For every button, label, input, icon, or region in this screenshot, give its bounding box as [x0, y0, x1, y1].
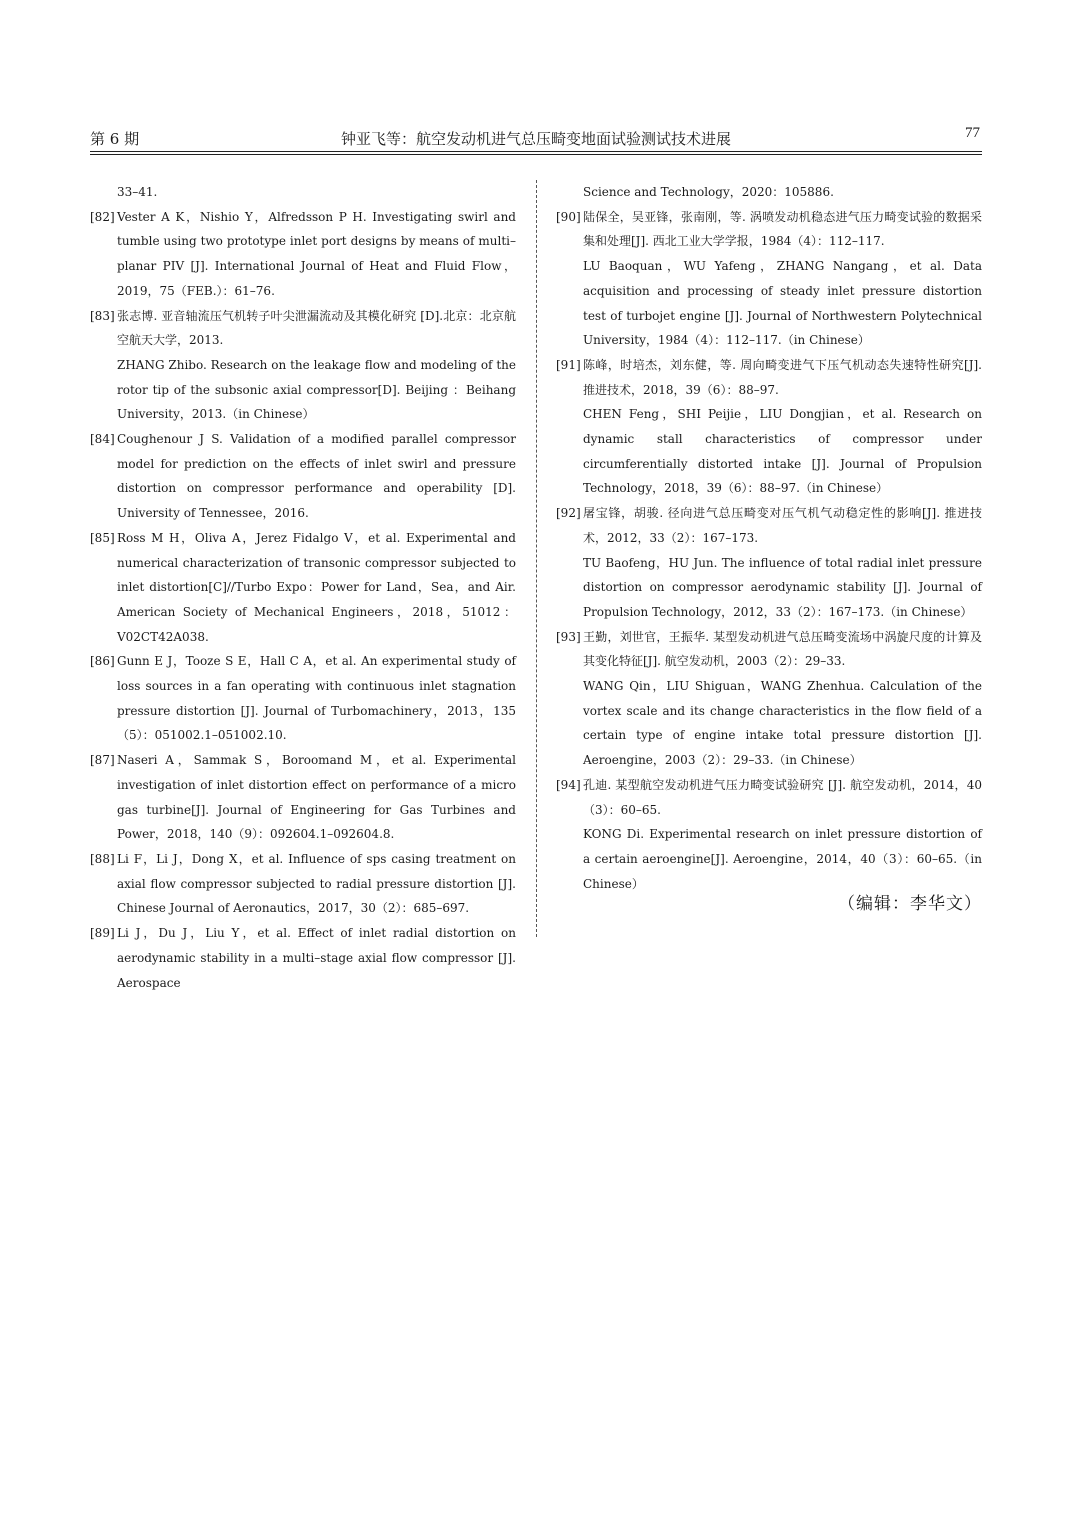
- reference-number: [82]: [90, 209, 115, 224]
- reference-text: Naseri A，Sammak S，Boroomand M，et al. Experimental investigation of inlet distortion effect on performance of a micro gas turbine[J]. Journal of Engineering for Gas Turbines and Power，2018，140（9）：092604.1–092604.8.: [117, 753, 516, 842]
- reference-number: [85]: [90, 530, 115, 545]
- reference-text: 屠宝锋，胡骏. 径向进气总压畸变对压气机气动稳定性的影响[J]. 推进技术，2012，33（2）：167–173.: [583, 506, 982, 545]
- left-column: [90, 180, 516, 995]
- reference-translation: LU Baoquan，WU Yafeng，ZHANG Nangang，et al. Data acquisition and processing of steady inlet pressure distortion test of turbojet engine [J]. Journal of Northwestern Polytechnical University，1984（4）：112–117.（in Chinese）: [583, 259, 982, 348]
- right-column: [556, 180, 982, 896]
- reference-item: [90, 526, 516, 650]
- reference-text: Li F，Li J，Dong X，et al. Influence of sps casing treatment on axial flow compressor subjected to radial pressure distortion [J]. Chinese Journal of Aeronautics，2017，30（2）：685–697.: [117, 851, 516, 916]
- reference-item: [556, 353, 982, 501]
- reference-item: [90, 649, 516, 748]
- reference-text: Vester A K，Nishio Y，Alfredsson P H. Investigating swirl and tumble using two prototype inlet port designs by means of multi–planar PIV [J]. International Journal of Heat and Fluid Flow，2019，75（FEB.）：61–76.: [117, 209, 516, 298]
- reference-item: [556, 501, 982, 625]
- reference-number: [87]: [90, 753, 115, 768]
- reference-item: [556, 773, 982, 897]
- reference-number: [92]: [556, 506, 581, 521]
- column-divider: [536, 180, 537, 937]
- continued-reference: 33–41.: [117, 185, 158, 199]
- editor-credit: （编辑：李华文）: [838, 894, 982, 914]
- reference-item: [90, 427, 516, 526]
- reference-text: 张志博. 亚音轴流压气机转子叶尖泄漏流动及其模化研究 [D].北京：北京航空航天大学，2013.: [117, 308, 516, 348]
- reference-item: [556, 205, 982, 353]
- reference-number: [89]: [90, 926, 115, 941]
- reference-translation: TU Baofeng，HU Jun. The influence of total radial inlet pressure distortion on compressor aerodynamic stability [J]. Journal of Propulsion Technology，2012，33（2）：167–173.（in Chinese）: [583, 555, 982, 619]
- header-rule-thin: [90, 154, 982, 155]
- reference-text: 孔迪. 某型航空发动机进气压力畸变试验研究 [J]. 航空发动机，2014，40（3）：60–65.: [583, 777, 982, 817]
- continued-reference: Science and Technology，2020：105886.: [583, 185, 834, 199]
- reference-text: 陆保全，吴亚锋，张南刚，等. 涡喷发动机稳态进气压力畸变试验的数据采集和处理[J]. 西北工业大学学报，1984（4）：112–117.: [583, 209, 982, 249]
- header-rule-thick: [90, 151, 982, 152]
- reference-translation: ZHANG Zhibo. Research on the leakage flow and modeling of the rotor tip of the subsonic axial compressor[D]. Beijing ：Beihang University，2013.（in Chinese）: [117, 357, 516, 422]
- reference-number: [90]: [556, 209, 581, 224]
- reference-item: [556, 625, 982, 773]
- reference-translation: CHEN Feng，SHI Peijie，LIU Dongjian，et al. Research on dynamic stall characteristics of compressor under circumferentially distorted intake [J]. Journal of Propulsion Technology，2018，39（6）：88–97.（in Chinese）: [583, 407, 982, 496]
- reference-translation: WANG Qin，LIU Shiguan，WANG Zhenhua. Calculation of the vortex scale and its change characteristics in the flow field of a certain type of engine intake total pressure distortion [J]. Aeroengine，2003（2）：29–33.（in Chinese）: [583, 679, 982, 768]
- reference-text: Ross M H，Oliva A，Jerez Fidalgo V，et al. Experimental and numerical characterization of transonic compressor subjected to inlet distortion[C]//Turbo Expo：Power for Land，Sea，and Air. American Society of Mechanical Engineers，2018，51012：V02CT42A038.: [117, 530, 516, 644]
- reference-text: 陈峰，时培杰，刘东健，等. 周向畸变进气下压气机动态失速特性研究[J]. 推进技术，2018，39（6）：88–97.: [583, 357, 982, 397]
- reference-item: [90, 921, 516, 995]
- reference-item: [90, 304, 516, 428]
- reference-number: [91]: [556, 357, 581, 372]
- reference-text: Gunn E J，Tooze S E，Hall C A，et al. An experimental study of loss sources in a fan operating with continuous inlet stagnation pressure distortion [J]. Journal of Turbomachinery，2013，135（5）：051002.1–051002.10.: [117, 654, 516, 743]
- reference-number: [84]: [90, 432, 115, 447]
- reference-item: [90, 847, 516, 921]
- reference-text: 王勤，刘世官，王振华. 某型发动机进气总压畸变流场中涡旋尺度的计算及其变化特征[J]. 航空发动机，2003（2）：29–33.: [583, 629, 982, 669]
- running-title: 钟亚飞等：航空发动机进气总压畸变地面试验测试技术进展: [340, 130, 731, 148]
- issue-label: 第 6 期: [90, 130, 140, 148]
- reference-item: [90, 205, 516, 304]
- page-number: 77: [965, 125, 980, 141]
- reference-item: [90, 748, 516, 847]
- reference-number: [94]: [556, 777, 581, 792]
- reference-number: [93]: [556, 629, 581, 644]
- reference-number: [86]: [90, 654, 115, 669]
- reference-translation: KONG Di. Experimental research on inlet pressure distortion of a certain aeroengine[J]. Aeroengine，2014，40（3）：60–65.（in Chinese）: [583, 827, 982, 891]
- reference-text: Coughenour J S. Validation of a modified parallel compressor model for prediction on the effects of inlet swirl and pressure distortion on compressor performance and operability [D]. University of Tennessee，2016.: [117, 432, 516, 521]
- reference-number: [83]: [90, 308, 115, 323]
- reference-number: [88]: [90, 851, 115, 866]
- reference-text: Li J，Du J，Liu Y，et al. Effect of inlet radial distortion on aerodynamic stability in a multi–stage axial flow compressor [J]. Aerospace: [117, 926, 516, 990]
- page-header: [90, 124, 982, 150]
